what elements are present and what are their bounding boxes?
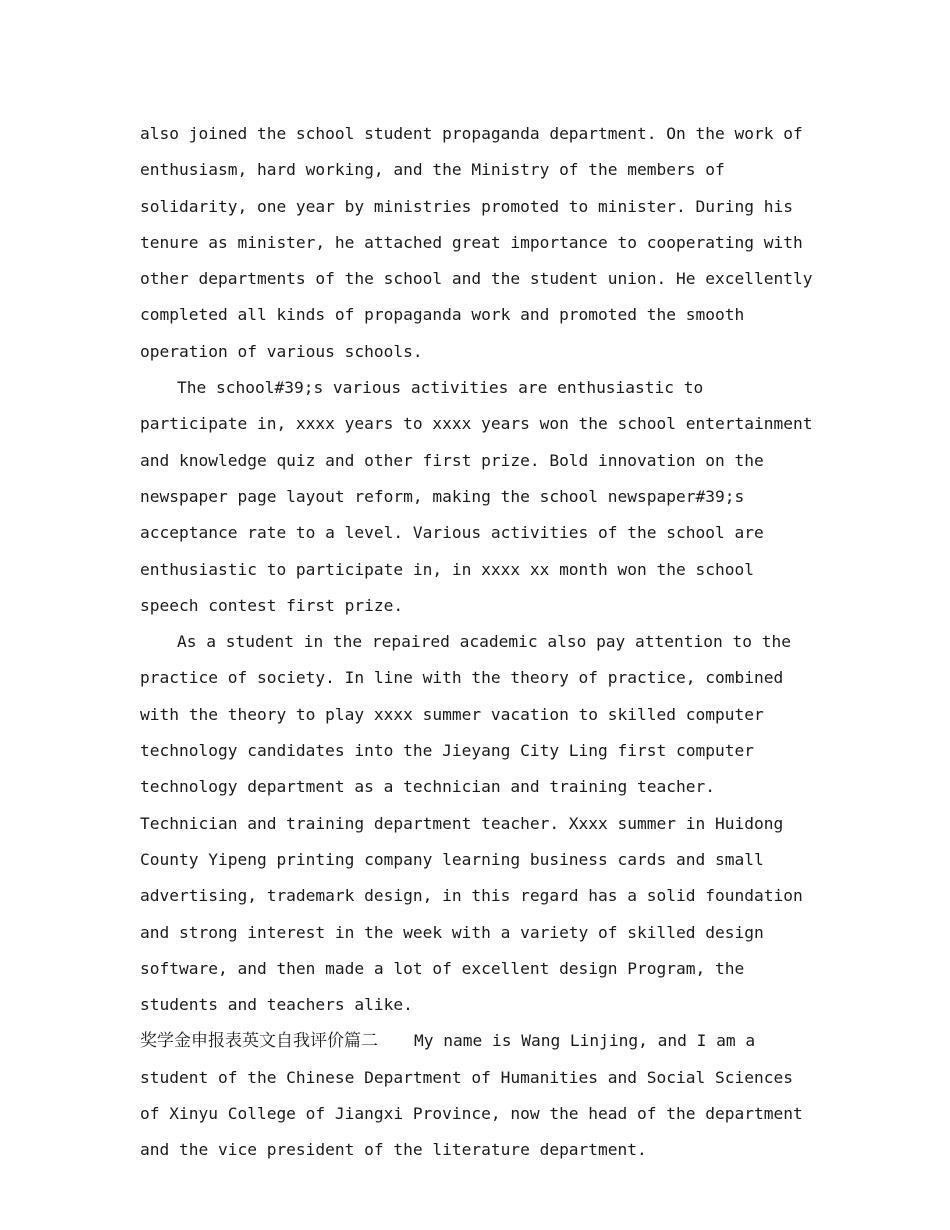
paragraph-social-practice: As a student in the repaired academic also pay attention to the practice of society. In line with the theory of practice, combined with the theory to play xxxx summer vacation to skilled computer technology candidates into the Jieyang City Ling first computer technology department as a technician and training teacher. Technician and training department teacher. Xxxx summer in Huidong County Yipeng printing company learning business cards and small advertising, trademark design, in this regard has a solid foundation and strong interest in the week with a variety of skilled design software, and then made a lot of excellent design Program, the students and teachers alike. <box>140 632 803 1015</box>
section-two <box>140 1023 820 1168</box>
paragraph-school-activities: The school#39;s various activities are enthusiastic to participate in, xxxx years to xxxx years won the school entertainment and knowledge quiz and other first prize. Bold innovation on the newspaper page layout reform, making the school newspaper#39;s acceptance rate to a level. Various activities of the school are enthusiastic to participate in, in xxxx xx month won the school speech contest first prize. <box>140 378 813 615</box>
section-heading: 奖学金申报表英文自我评价篇二 <box>140 1031 378 1052</box>
paragraph-propaganda-department: also joined the school student propaganda department. On the work of enthusiasm, hard working, and the Ministry of the members of solidarity, one year by ministries promoted to minister. During his tenure as minister, he attached great importance to cooperating with other departments of the school and the student union. He excellently completed all kinds of propaganda work and promoted the smooth operation of various schools. <box>140 124 813 361</box>
section-text: My name is Wang Linjing, and I am a student of the Chinese Department of Humanities and Social Sciences of Xinyu College of Jiangxi Province, now the head of the department and the vice president of the literature department. <box>140 1031 803 1160</box>
document-page <box>140 116 820 1169</box>
